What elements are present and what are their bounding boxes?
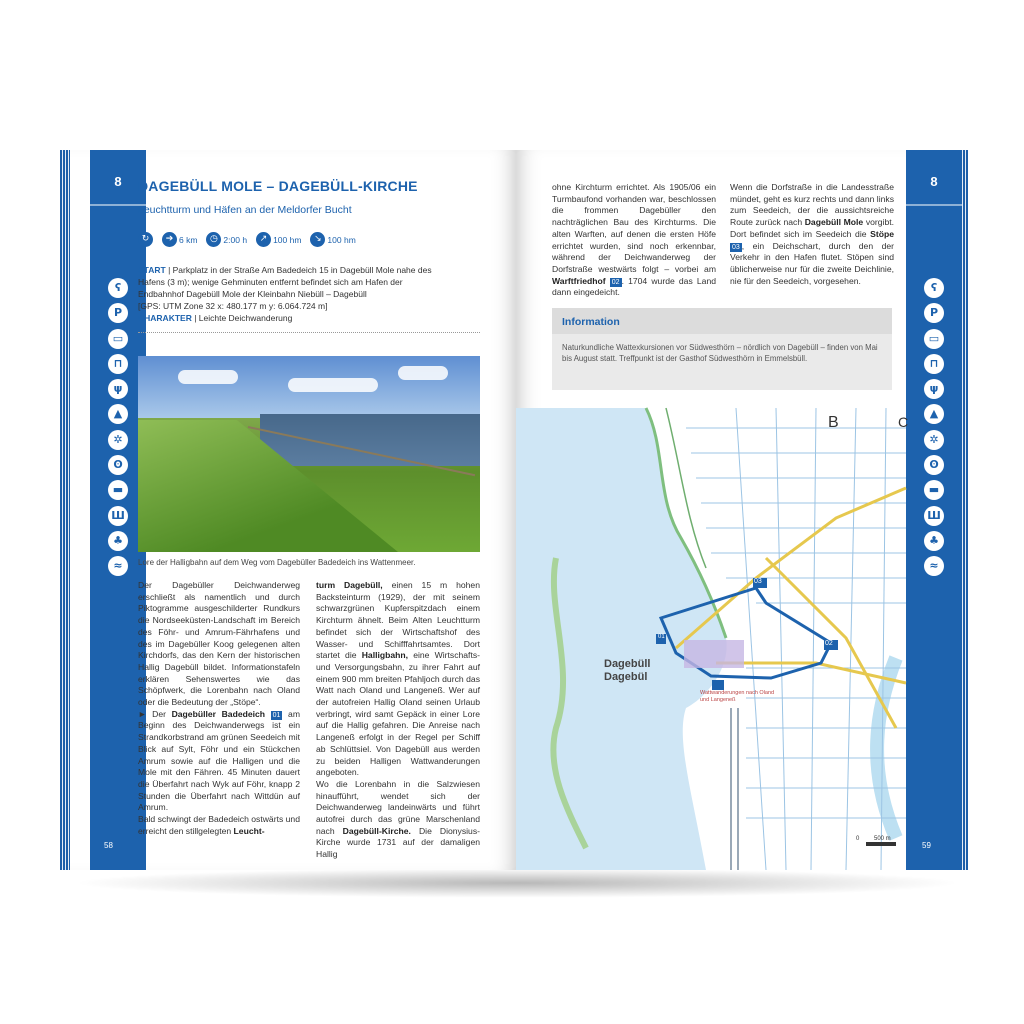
car-icon: ▬ bbox=[924, 480, 944, 500]
map-scale-label: 500 m bbox=[874, 836, 891, 842]
descent-icon: ↘ bbox=[310, 232, 325, 247]
col1-p3-bold: Leucht- bbox=[233, 825, 265, 836]
bear-icon: ʕ bbox=[108, 278, 128, 298]
photo-cloud bbox=[178, 370, 238, 384]
snowflake-icon: ✲ bbox=[924, 430, 944, 450]
stat-loop bbox=[138, 232, 153, 247]
rcol2-t2-bold: Stöpe bbox=[870, 228, 894, 239]
waypoint-tag: 01 bbox=[272, 711, 281, 719]
photo-cloud bbox=[398, 366, 448, 380]
sidebar-divider bbox=[906, 204, 962, 206]
rcol2-t2: vorgibt. Dort befindet sich im Seedeich die bbox=[730, 217, 894, 239]
page-number: 58 bbox=[104, 841, 113, 850]
parking-icon: P bbox=[108, 303, 128, 323]
ascent-icon: ↗ bbox=[256, 232, 271, 247]
map-scale-bar bbox=[866, 842, 896, 846]
rcol1-t1-bold: Warftfriedhof bbox=[552, 275, 606, 286]
snowflake-icon: ✲ bbox=[108, 430, 128, 450]
photo-caption: Lore der Halligbahn auf dem Weg vom Dagebüller Badedeich ins Wattenmeer. bbox=[138, 558, 416, 567]
tour-stats bbox=[138, 232, 356, 247]
loop-icon: ↻ bbox=[138, 232, 153, 247]
col1-p2-rest: am Beginn des Deichwanderwegs ist ein Strandkorbstrand am grünen Seedeich mit Blick auf Sylt, Föhr und ein Stückchen Amrum sowie auf die Halligen und die Mole mit den Fähren. 45 Minuten dauert die Überfahrt nach Wyk auf Föhr, knapp 2 Stunden die Überfahrt nach Wittdün auf Amrum. bbox=[138, 708, 300, 813]
tour-number: 8 bbox=[114, 174, 122, 189]
rcol2-t1: Wenn die Dorfstraße in die Landesstraße mündet, geht es kurz rechts und dann links zum Seedeich, der die aussichtsreiche Route zurück nach bbox=[730, 182, 894, 228]
clock-icon: ◷ bbox=[206, 232, 221, 247]
information-text: Naturkundliche Wattexkursionen vor Südwesthörn – nördlich von Dagebüll – finden von Mai bis August statt. Treffpunkt ist der Gasthof Südwesthörn in Emmelsbüll. bbox=[562, 343, 878, 363]
tour-number: 8 bbox=[930, 174, 938, 189]
col2-t3-bold: Dagebüll-Kirche. bbox=[342, 825, 411, 836]
bicycle-icon: ʘ bbox=[924, 455, 944, 475]
map-grid-letter-b: B bbox=[828, 414, 839, 431]
stat-duration-value: 2:00 h bbox=[223, 234, 248, 245]
col2-t1: einen 15 m hohen Backsteinturm (1929), der mit seinem schwarzgrünen Kupferspitzdach einem Kirchturm ähnelt. Beim Alten Leuchtturm befindet sich der Wirtschaftshof des Wasser- und Schifffahrtsamtes. Dort startet die bbox=[316, 580, 480, 661]
map-svg bbox=[516, 408, 909, 870]
arrow-sign-icon: ➔ bbox=[162, 232, 177, 247]
photo-cloud bbox=[288, 378, 378, 392]
mountain-icon: ▲ bbox=[108, 404, 128, 424]
col1-p3: Bald schwingt der Badedeich ostwärts und erreicht den stillgelegten bbox=[138, 814, 300, 836]
bear-icon: ʕ bbox=[924, 278, 944, 298]
left-page bbox=[70, 150, 516, 870]
dotted-divider bbox=[138, 332, 480, 333]
map-town-area bbox=[684, 640, 744, 668]
stat-ascent-value: 100 hm bbox=[273, 234, 302, 245]
map-ferry-note: Wattwanderungen nach Oland und Langeneß bbox=[700, 690, 775, 703]
parking-icon: P bbox=[924, 303, 944, 323]
stat-distance-value: 6 km bbox=[179, 234, 198, 245]
information-box bbox=[552, 308, 892, 390]
photo-water bbox=[260, 414, 480, 466]
col2-t2-bold: Halligbahn, bbox=[361, 650, 409, 661]
col2-t1-bold: turm Dagebüll, bbox=[316, 580, 383, 590]
mountain-icon: ▲ bbox=[924, 404, 944, 424]
map-grid-letter-c: C bbox=[898, 414, 909, 430]
map-town-label: Dagebül bbox=[604, 671, 648, 683]
sidebar-icons bbox=[906, 278, 962, 582]
col2-t2: eine Wirtschafts- und Versorgungsbahn, zu ihrer Fahrt auf einem 900 mm breiten Pfahljoch durch das Watt nach Oland und Langeneß. Wer auf der autofreien Hallig Oland seinen Urlaub verbringt, wird samt Gepäck in einer Lore auf die Hallig gefahren. Die Anreise nach Langeneß erfolgt in der Regel per Schiff ab Schlüttsiel. Von Dagebüll aus werden zu beiden Halligen Wattwanderungen angeboten. bbox=[316, 650, 480, 778]
bicycle-icon: ʘ bbox=[108, 455, 128, 475]
map-waypoint-label: 02 bbox=[825, 640, 833, 647]
map-scale-zero: 0 bbox=[856, 836, 860, 842]
start-text: | Parkplatz in der Straße Am Badedeich 15 in Dagebüll Mole nahe des Hafens (3 m); wenige Gehminuten entfernt befindet sich am Hafen der Endbahnhof Dagebüll Mole der Kleinbahn Niebüll – Dagebüll bbox=[138, 265, 432, 299]
train-icon: ⊓ bbox=[108, 354, 128, 374]
museum-icon: Ш bbox=[924, 506, 944, 526]
information-title: Information bbox=[562, 316, 620, 328]
stat-descent bbox=[310, 232, 355, 247]
col1-p2-bold: Dagebüller Badedeich bbox=[171, 708, 266, 719]
col1-p2-lead: ► Der bbox=[138, 708, 172, 719]
map-waypoint-label: 03 bbox=[754, 578, 762, 585]
tree-icon: ♣ bbox=[108, 531, 128, 551]
map-waypoint-label: 01 bbox=[658, 634, 665, 640]
bus-icon: ▭ bbox=[924, 329, 944, 349]
restaurant-icon: ψ bbox=[924, 379, 944, 399]
character-text: | Leichte Deichwanderung bbox=[191, 313, 293, 323]
right-sidebar bbox=[906, 150, 962, 870]
text-column-2 bbox=[316, 580, 480, 861]
page-number: 59 bbox=[922, 841, 931, 850]
col2-t4: Die Dionysius-Kirche wurde 1731 auf der damaligen Hallig bbox=[316, 825, 480, 860]
book-shadow bbox=[72, 868, 962, 898]
museum-icon: Ш bbox=[108, 506, 128, 526]
waypoint-tag: 02 bbox=[611, 278, 620, 286]
swimming-icon: ≈ bbox=[108, 556, 128, 576]
car-icon: ▬ bbox=[108, 480, 128, 500]
start-label: START bbox=[138, 265, 166, 275]
stat-duration bbox=[206, 232, 247, 247]
waypoint-tag: 03 bbox=[732, 243, 740, 251]
stat-descent-value: 100 hm bbox=[327, 234, 356, 245]
right-text-column-1 bbox=[552, 182, 716, 299]
bus-icon: ▭ bbox=[108, 329, 128, 349]
start-info bbox=[138, 264, 438, 324]
route-map[interactable] bbox=[516, 408, 909, 870]
landscape-photo bbox=[138, 356, 480, 552]
restaurant-icon: ψ bbox=[108, 379, 128, 399]
right-page bbox=[516, 150, 958, 870]
rcol2-t3: , ein Deichschart, durch den der Verkehr in den Hafen flutet. Stöpen sind üblicherweise nur für die zweite Deichlinie, nie für den Seedeich, vorgesehen. bbox=[730, 240, 894, 286]
gps-text: [GPS: UTM Zone 32 x: 480.177 m y: 6.064.724 m] bbox=[138, 301, 328, 311]
rcol1-t1: ohne Kirchturm errichtet. Als 1905/06 ein Turmbaufond vorhanden war, beschlossen die frommen Dagebüller den nachträglichen Bau des Kirchturms. Die alten Warften, auf denen die ersten Höfe errichtet wurden, sind noch erkennbar, während der Deichwanderweg der Dorfstraße westwärts folgt – vorbei am bbox=[552, 182, 716, 274]
character-label: CHARAKTER bbox=[138, 313, 192, 323]
right-text-column-2 bbox=[730, 182, 894, 287]
col2-t3: Wo die Lorenbahn in die Salzwiesen hinaufführt, wendet sich der Deichwanderweg landeinwärts und führt autofrei durch das grüne Marschenland nach bbox=[316, 778, 480, 836]
text-column-1 bbox=[138, 580, 300, 837]
rcol2-t1-bold: Dagebüll Mole bbox=[804, 217, 864, 228]
rcol1-t2: . 1704 wurde das Land dann eingedeicht. bbox=[552, 275, 716, 298]
map-town-label: Dagebüll bbox=[604, 658, 651, 670]
tour-title: DAGEBÜLL MOLE – DAGEBÜLL-KIRCHE bbox=[138, 178, 418, 194]
stat-ascent bbox=[256, 232, 301, 247]
train-icon: ⊓ bbox=[924, 354, 944, 374]
col1-p1: Der Dagebüller Deichwanderweg erschließt als namentlich und durch Piktogramme ausgeschilderter Rundkurs die Nordseeküsten-Landschaft im Bereich des Föhr- und Amrum-Fährhafens und des im Dagebüller Koog gelegenen alten Kirchdorfs, das den Kern der historischen Hallig Dagebüll bildet. Informationstafeln erklären Sehenswertes wie das Schöpfwerk, die Lorenbahn nach Oland oder die Bedeutung der „Stöpe“. bbox=[138, 580, 300, 708]
swimming-icon: ≈ bbox=[924, 556, 944, 576]
tour-subtitle: Leuchtturm und Häfen an der Meldorfer Bucht bbox=[138, 204, 352, 216]
tree-icon: ♣ bbox=[924, 531, 944, 551]
stat-distance bbox=[162, 232, 197, 247]
